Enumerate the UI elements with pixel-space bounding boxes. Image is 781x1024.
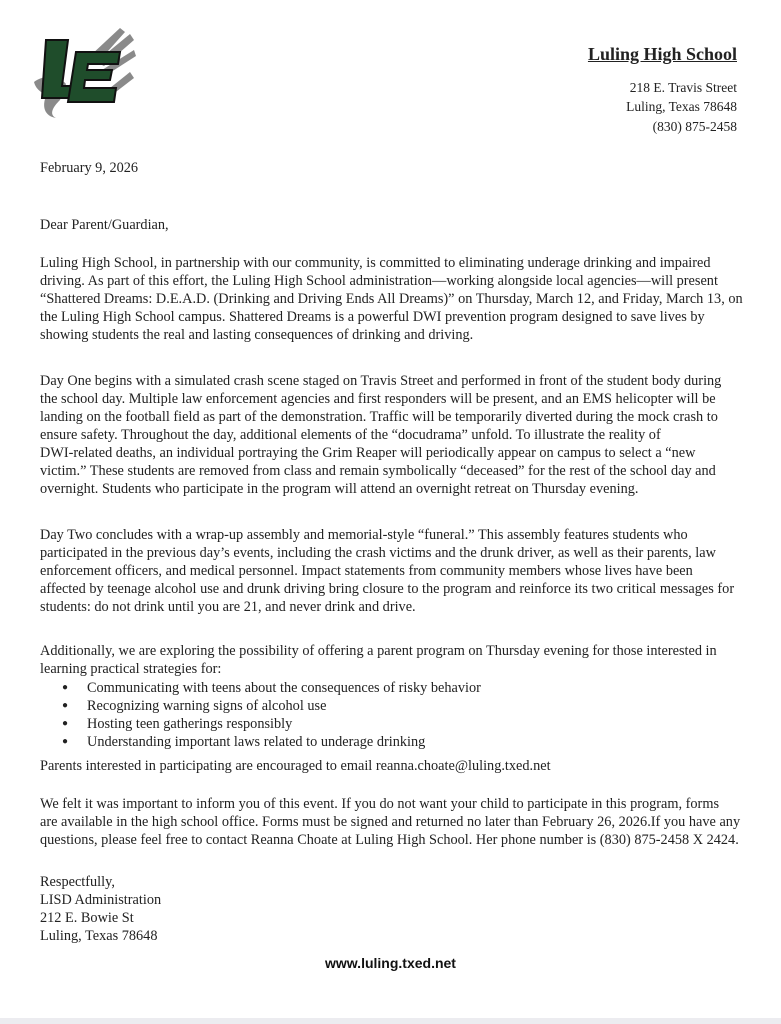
bottom-bar	[0, 1018, 781, 1024]
paragraph-line: DWI-related deaths, an individual portraying the Grim Reaper will periodically appear on campus to select a “new	[40, 445, 696, 461]
paragraph-line: driving. As part of this effort, the Luling High School administration—working alongside local agencies—will present	[40, 273, 718, 289]
salutation: Dear Parent/Guardian,	[40, 217, 169, 233]
footer-website: www.luling.txed.net	[325, 955, 456, 971]
paragraph-line: landing on the football field as part of the demonstration. Traffic will be temporarily diverted during the mock crash to	[40, 409, 718, 425]
closing-line: Respectfully,	[40, 874, 115, 890]
paragraph-line: overnight. Students who participate in the program will attend an overnight retreat on Thursday evening.	[40, 481, 639, 497]
paragraph-line: Day One begins with a simulated crash scene staged on Travis Street and performed in front of the student body during	[40, 373, 722, 389]
paragraph-line: participated in the previous day’s events, including the crash victims and the drunk driver, as well as their parents, law	[40, 545, 716, 561]
paragraph-line: “Shattered Dreams: D.E.A.D. (Drinking and Driving Ends All Dreams)” on Thursday, March 12, and Friday, March 13, on	[40, 291, 743, 307]
paragraph-parent-program	[40, 642, 717, 678]
paragraph-line: are available in the high school office. Forms must be signed and returned no later than February 26, 2026.If you have any	[40, 814, 741, 830]
paragraph-line: We felt it was important to inform you of this event. If you do not want your child to participate in this program, forms	[40, 796, 720, 812]
list-item	[40, 697, 481, 715]
bullet-icon: ●	[62, 700, 69, 711]
school-logo	[30, 26, 138, 120]
paragraph-line: victim.” These students are removed from class and remain symbolically “deceased” for the rest of the school day and	[40, 463, 716, 479]
list-item	[40, 715, 481, 733]
paragraph-intro	[40, 254, 743, 344]
paragraph-line: the Luling High School campus. Shattered Dreams is a powerful DWI prevention program designed to save lives by	[40, 309, 705, 325]
paragraph-line: enforcement officers, and medical personnel. Impact statements from community members whose lives have been	[40, 563, 693, 579]
school-city: Luling, Texas 78648	[626, 99, 737, 114]
paragraph-line: Day Two concludes with a wrap-up assembly and memorial-style “funeral.” This assembly features students who	[40, 527, 688, 543]
bullet-icon: ●	[62, 718, 69, 729]
bullet-icon: ●	[62, 682, 69, 693]
paragraph-line: the school day. Multiple law enforcement agencies and first responders will be present, and an EMS helicopter will be	[40, 391, 716, 407]
strategy-list	[40, 679, 481, 751]
list-item-text: Understanding important laws related to underage drinking	[87, 734, 426, 750]
paragraph-line: learning practical strategies for:	[40, 661, 222, 677]
closing-line: LISD Administration	[40, 892, 162, 908]
paragraph-day-two	[40, 526, 734, 616]
paragraph-day-one	[40, 372, 721, 498]
paragraph-line: affected by teenage alcohol use and drunk driving bring closure to the program and reinforce its two critical messages for	[40, 581, 735, 597]
closing-signature	[40, 873, 161, 945]
paragraph-line: students: do not drink until you are 21, and never drink and drive.	[40, 599, 416, 615]
list-item	[40, 733, 481, 751]
list-item-text: Communicating with teens about the consequences of risky behavior	[87, 680, 481, 696]
list-item-text: Recognizing warning signs of alcohol use	[87, 698, 327, 714]
paragraph-line: showing students the real and lasting consequences of drinking and driving.	[40, 327, 474, 343]
school-street: 218 E. Travis Street	[629, 80, 737, 95]
bullet-icon: ●	[62, 736, 69, 747]
paragraph-line: questions, please feel free to contact Reanna Choate at Luling High School. Her phone number is (830) 875-2458 X 2424.	[40, 832, 739, 848]
paragraph-opt-out	[40, 795, 740, 849]
email-note: Parents interested in participating are encouraged to email reanna.choate@luling.txed.net	[40, 758, 551, 774]
school-phone: (830) 875-2458	[652, 119, 737, 134]
closing-line: 212 E. Bowie St	[40, 910, 134, 926]
letter-date: February 9, 2026	[40, 160, 139, 176]
list-item	[40, 679, 481, 697]
paragraph-line: ensure safety. Throughout the day, additional elements of the “docudrama” unfold. To illustrate the reality of	[40, 427, 661, 443]
list-item-text: Hosting teen gatherings responsibly	[87, 716, 293, 732]
paragraph-line: Luling High School, in partnership with our community, is committed to eliminating underage drinking and impaired	[40, 255, 711, 271]
closing-line: Luling, Texas 78648	[40, 928, 158, 944]
school-name: Luling High School	[587, 44, 737, 64]
paragraph-line: Additionally, we are exploring the possibility of offering a parent program on Thursday evening for those interested in	[40, 643, 717, 659]
